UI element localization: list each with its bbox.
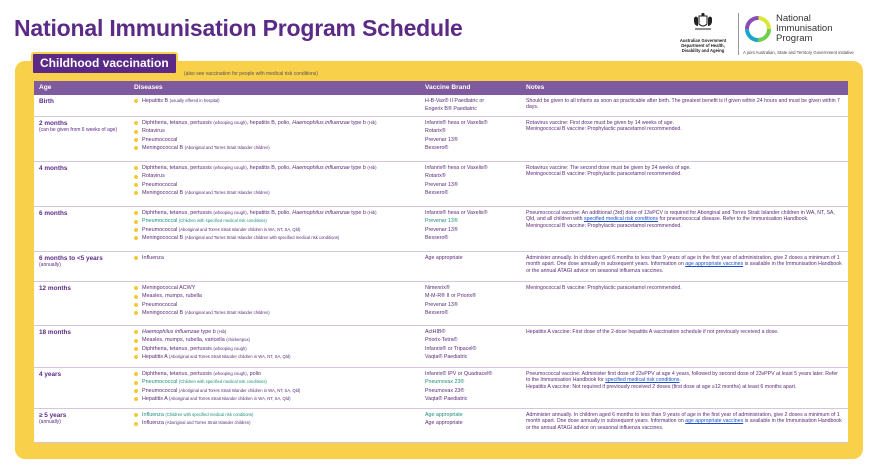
disease-item <box>134 419 424 427</box>
disease-item <box>134 217 424 225</box>
age-subtext: (annually) <box>39 419 61 425</box>
disease-item <box>134 234 424 242</box>
disease-note: (Hib) <box>367 210 377 215</box>
note-link[interactable]: specified medical risk conditions <box>605 377 680 384</box>
note-text: Meningococcal B vaccine: Prophylactic paracetamol recommended. <box>526 222 682 229</box>
disease-text: Pneumococcal <box>142 387 178 394</box>
vaccine-brand: Prevenar 13® <box>425 136 458 143</box>
disease-text: Meningococcal ACWY <box>142 285 196 291</box>
disease-text: Influenza <box>142 412 164 418</box>
disease-text: Pneumococcal <box>142 136 178 143</box>
disease-text: Influenza <box>142 255 164 261</box>
notes-cell <box>526 285 842 291</box>
disease-item <box>134 395 424 403</box>
disease-text: type b <box>349 120 366 126</box>
disease-note: (Hib) <box>367 120 377 125</box>
age-label: 4 months <box>39 165 68 172</box>
disease-note: (Aboriginal and Torres Strait Islander children with specified medical risk conditions) <box>184 234 340 240</box>
age-label: ≥ 5 years <box>39 412 67 419</box>
vaccine-brand: Vaqta® Paediatric <box>425 353 468 360</box>
diseases-cell <box>134 411 424 428</box>
disease-text: Rotavirus <box>142 173 165 180</box>
vaccine-brand: Bexsero® <box>425 309 449 316</box>
note-text: Administer annually. In children aged 6 months to less than 9 years of age in the first year of administration, give 2 doses a minimum of 1 month apart. One dose annually in subsequent years. Information on <box>526 412 840 425</box>
bullet-dot-icon <box>134 422 138 426</box>
note-link[interactable]: age appropriate vaccines <box>685 418 744 425</box>
disease-text: Meningococcal B <box>142 144 184 151</box>
age-label: 6 months <box>39 210 68 217</box>
vaccine-brand: Priorix-Tetra® <box>425 337 458 344</box>
bullet-dot-icon <box>134 413 138 417</box>
note-paragraph <box>526 329 842 335</box>
col-diseases: Diseases <box>134 84 163 91</box>
bullet-dot-icon <box>134 183 138 187</box>
disease-text: Diphtheria, tetanus, pertussis <box>142 345 212 352</box>
disease-item <box>134 189 424 197</box>
dept-line-2: Disability and Ageing <box>681 48 725 53</box>
disease-text: Pneumococcal <box>142 218 178 225</box>
gov-name: Australian Government <box>679 38 727 43</box>
col-notes: Notes <box>526 84 545 91</box>
vaccine-brand: Pneumovax 23® <box>425 387 465 394</box>
disease-text: Hepatitis B <box>142 98 169 104</box>
vaccine-brand: H-B-Vax® II Paediatric or <box>425 98 485 104</box>
notes-cell <box>526 255 842 274</box>
dept-line-1: Department of Health, <box>681 43 725 48</box>
disease-note: (Children with specified medical risk conditions) <box>178 379 267 385</box>
vaccine-brand: Bexsero® <box>425 234 449 241</box>
disease-text: type b <box>349 210 366 216</box>
nip-tagline: A joint Australian, State and Territory Government initiative <box>743 50 854 55</box>
disease-text: , hepatitis B, polio, <box>246 165 291 171</box>
note-link[interactable]: age appropriate vaccines <box>685 261 744 268</box>
nip-wordmark: National Immunisation Program <box>776 13 833 44</box>
disease-item <box>134 411 424 419</box>
bullet-dot-icon <box>134 138 138 142</box>
disease-item <box>134 254 424 262</box>
disease-text: Meningococcal B <box>142 234 184 241</box>
disease-note: (whooping cough) <box>213 165 247 170</box>
note-paragraph <box>526 371 842 384</box>
age-cell <box>39 210 129 217</box>
disease-italic: Haemophilus influenzae <box>292 120 350 126</box>
note-text: Meningococcal B vaccine: Prophylactic paracetamol recommended. <box>526 126 682 133</box>
disease-item <box>134 328 424 336</box>
disease-item <box>134 370 424 378</box>
vaccine-cell <box>425 119 525 152</box>
vaccine-brand: Engerix B® Paediatric <box>425 106 477 113</box>
bullet-dot-icon <box>134 256 138 260</box>
disease-note: (Aboriginal and Torres Strait Islander children in WA, NT, SA, Qld) <box>178 387 301 393</box>
disease-item <box>134 209 424 217</box>
vaccine-brand: Nimenrix® <box>425 285 450 291</box>
note-text: is available in the Immunisation Handbook or the annual ATAGI advice on seasonal influenza vaccines. <box>526 261 842 274</box>
disease-item <box>134 301 424 309</box>
bullet-dot-icon <box>134 146 138 150</box>
diseases-cell <box>134 370 424 403</box>
diseases-cell <box>134 328 424 361</box>
vaccine-cell <box>425 284 525 317</box>
disease-note: (Children with specified medical risk conditions) <box>165 412 254 417</box>
disease-text: , hepatitis B, polio, <box>246 210 291 216</box>
disease-note: (whooping cough) <box>213 120 247 125</box>
vaccine-brand: Rotarix® <box>425 128 446 135</box>
bullet-dot-icon <box>134 311 138 315</box>
notes-cell <box>526 329 842 335</box>
disease-text: Diphtheria, tetanus, pertussis <box>142 165 212 171</box>
disease-note: (Aboriginal and Torres Strait Islander children in WA, NT, SA, Qld) <box>168 353 291 359</box>
note-text: Pneumococcal vaccine: Administer first dose of 23vPPV at age 4 years, followed by second dose of 23vPPV at least 5 years later. Refer to the Immunisation Handbook for <box>526 371 838 384</box>
diseases-cell <box>134 254 424 262</box>
disease-text: type b <box>199 329 216 335</box>
age-cell <box>39 285 129 292</box>
disease-italic: Haemophilus influenzae <box>142 329 200 335</box>
vaccine-brand: Age appropriate <box>425 412 463 418</box>
age-label: 6 months to <5 years <box>39 255 103 262</box>
age-label: 18 months <box>39 329 71 336</box>
age-label: Birth <box>39 98 54 105</box>
vaccine-cell <box>425 164 525 197</box>
page-title: National Immunisation Program Schedule <box>14 15 463 41</box>
age-cell <box>39 165 129 172</box>
schedule-row <box>34 252 848 282</box>
bullet-dot-icon <box>134 381 138 385</box>
bullet-dot-icon <box>134 372 138 376</box>
disease-item <box>134 309 424 317</box>
age-subtext: (annually) <box>39 262 61 268</box>
section-note: (also see vaccination for people with medical risk conditions) <box>184 71 318 77</box>
schedule-row <box>34 282 848 326</box>
bullet-dot-icon <box>134 130 138 134</box>
age-cell <box>39 329 129 336</box>
bullet-dot-icon <box>134 175 138 179</box>
schedule-row <box>34 117 848 162</box>
logo-divider <box>738 13 739 55</box>
note-text: Rotavirus vaccine: The second dose must be given by 24 weeks of age. <box>526 165 691 171</box>
col-vaccine: Vaccine Brand <box>425 84 471 91</box>
bullet-dot-icon <box>134 121 138 125</box>
note-text: Administer annually. In children aged 6 months to less than 9 years of age in the first year of administration, give 2 doses a minimum of 1 month apart. One dose annually in subsequent years. Information on <box>526 255 840 268</box>
diseases-cell <box>134 209 424 242</box>
disease-text: Hepatitis A <box>142 395 168 402</box>
schedule-row <box>34 409 848 443</box>
disease-item <box>134 226 424 234</box>
disease-text: Meningococcal B <box>142 309 184 316</box>
bullet-dot-icon <box>134 355 138 359</box>
schedule-row <box>34 368 848 409</box>
age-cell <box>39 98 129 105</box>
bullet-dot-icon <box>134 295 138 299</box>
bullet-dot-icon <box>134 347 138 351</box>
disease-note: (whooping cough) <box>213 371 247 376</box>
note-paragraph <box>526 412 842 431</box>
vaccine-brand: Vaqta® Paediatric <box>425 395 468 402</box>
nip-ring-icon <box>743 14 773 44</box>
schedule-row <box>34 207 848 252</box>
vaccine-brand: Prevenar 13® <box>425 226 458 233</box>
disease-item <box>134 172 424 180</box>
notes-cell <box>526 210 842 229</box>
note-link[interactable]: specified medical risk conditions <box>583 216 659 223</box>
disease-item <box>134 119 424 127</box>
age-cell <box>39 255 129 269</box>
bullet-dot-icon <box>134 397 138 401</box>
disease-note: (Hib) <box>217 329 227 334</box>
disease-text: Measles, mumps, rubella <box>142 293 202 300</box>
vaccine-brand: Age appropriate <box>425 255 463 261</box>
table-header <box>34 81 848 95</box>
vaccine-cell <box>425 97 525 114</box>
disease-note: (whooping cough) <box>213 345 247 351</box>
nip-logo <box>741 12 881 58</box>
disease-note: (Aboriginal and Torres Strait Islander children) <box>184 144 270 150</box>
vaccine-cell <box>425 209 525 242</box>
disease-text: , polio <box>246 371 262 377</box>
bullet-dot-icon <box>134 389 138 393</box>
disease-note: (Aboriginal and Torres Strait Islander children) <box>184 309 270 315</box>
note-paragraph <box>526 126 842 132</box>
australian-government-logo <box>672 12 734 58</box>
vaccine-cell <box>425 370 525 403</box>
note-text: is available in the Immunisation Handbook or the annual ATAGI advice on seasonal influenza vaccines. <box>526 418 842 431</box>
disease-item <box>134 353 424 361</box>
disease-text: Rotavirus <box>142 128 165 135</box>
note-text: Hepatitis A vaccine: Not required if previously received 2 doses (first dose at age ≥12 months) at least 6 months apart. <box>526 383 797 390</box>
vaccine-brand: ActHIB® <box>425 329 446 335</box>
disease-text: Measles, mumps, rubella, varicella <box>142 337 225 344</box>
disease-note: (chickenpox) <box>226 337 250 343</box>
age-label: 12 months <box>39 285 71 292</box>
disease-item <box>134 345 424 353</box>
vaccine-brand: Bexsero® <box>425 189 449 196</box>
disease-text: Pneumococcal <box>142 379 178 386</box>
note-paragraph <box>526 171 842 177</box>
note-text: . <box>679 377 681 384</box>
note-text: for pneumococcal disease. Refer to the Immunisation Handbook. <box>658 216 809 223</box>
note-paragraph <box>526 210 842 223</box>
note-text: Hepatitis A vaccine: First dose of the 2-dose hepatitis A vaccination schedule if not previously received a dose. <box>526 329 779 335</box>
age-label: 2 months <box>39 120 68 127</box>
vaccine-brand: Age appropriate <box>425 420 463 427</box>
disease-note: (Aboriginal and Torres Strait Islander children in WA, NT, SA, Qld) <box>168 395 291 401</box>
disease-item <box>134 181 424 189</box>
disease-note: (Hib) <box>367 165 377 170</box>
vaccine-cell <box>425 328 525 361</box>
note-paragraph <box>526 98 842 111</box>
note-text: Pneumococcal vaccine: An additional (3rd) dose of 13vPCV is required for Aboriginal and Torres Strait Islander children in WA, NT, SA, Qld, and all children with <box>526 210 835 223</box>
disease-text: Pneumococcal <box>142 181 178 188</box>
note-paragraph <box>526 255 842 274</box>
diseases-cell <box>134 119 424 152</box>
vaccine-cell <box>425 411 525 428</box>
disease-text: Pneumococcal <box>142 226 178 233</box>
vaccine-brand: Prevenar 13® <box>425 181 458 188</box>
vaccine-brand: Infanrix® hexa or Vaxelis® <box>425 120 488 126</box>
section-title: Childhood vaccination <box>31 52 178 75</box>
disease-note: (Aboriginal and Torres Strait Islander children) <box>165 420 251 426</box>
disease-item <box>134 336 424 344</box>
disease-item <box>134 144 424 152</box>
note-text: Should be given to all infants as soon as practicable after birth. The greatest benefit is if given within 24 hours and must be given within 7 days. <box>526 98 840 111</box>
disease-note: (Aboriginal and Torres Strait Islander children) <box>184 189 270 195</box>
notes-cell <box>526 98 842 111</box>
bullet-dot-icon <box>134 99 138 103</box>
vaccine-brand: Infanrix® or Tripacel® <box>425 345 477 352</box>
disease-italic: Haemophilus influenzae <box>292 165 350 171</box>
schedule-row <box>34 326 848 368</box>
note-text: Meningococcal B vaccine: Prophylactic paracetamol recommended. <box>526 171 682 178</box>
notes-cell <box>526 412 842 431</box>
bullet-dot-icon <box>134 166 138 170</box>
vaccine-brand: Infanrix® hexa or Vaxelis® <box>425 165 488 171</box>
bullet-dot-icon <box>134 211 138 215</box>
notes-cell <box>526 165 842 178</box>
notes-cell <box>526 120 842 133</box>
disease-item <box>134 284 424 292</box>
note-text: Rotavirus vaccine: First dose must be given by 14 weeks of age. <box>526 120 674 126</box>
bullet-dot-icon <box>134 236 138 240</box>
diseases-cell <box>134 164 424 197</box>
note-paragraph <box>526 285 842 291</box>
age-cell <box>39 412 129 426</box>
vaccine-cell <box>425 254 525 262</box>
disease-text: type b <box>349 165 366 171</box>
disease-item <box>134 378 424 386</box>
disease-text: Influenza <box>142 420 164 427</box>
schedule-row <box>34 95 848 117</box>
disease-italic: Haemophilus influenzae <box>292 210 350 216</box>
col-age: Age <box>39 84 52 91</box>
disease-item <box>134 127 424 135</box>
disease-note: (Aboriginal and Torres Strait Islander children in WA, NT, SA, Qld) <box>178 226 301 232</box>
notes-cell <box>526 371 842 390</box>
bullet-dot-icon <box>134 220 138 224</box>
disease-text: Diphtheria, tetanus, pertussis <box>142 120 212 126</box>
bullet-dot-icon <box>134 303 138 307</box>
schedule-row <box>34 162 848 207</box>
vaccine-brand: Bexsero® <box>425 144 449 151</box>
disease-item <box>134 164 424 172</box>
disease-item <box>134 387 424 395</box>
disease-item <box>134 136 424 144</box>
vaccine-brand: Pneumovax 23® <box>425 379 465 386</box>
coat-of-arms-icon <box>691 12 715 32</box>
note-paragraph <box>526 384 842 390</box>
disease-text: Pneumococcal <box>142 301 178 308</box>
bullet-dot-icon <box>134 286 138 290</box>
age-cell <box>39 120 129 134</box>
age-cell <box>39 371 129 378</box>
note-paragraph <box>526 223 842 229</box>
note-text: Meningococcal B vaccine: Prophylactic paracetamol recommended. <box>526 285 682 291</box>
vaccine-brand: Prevenar 13® <box>425 218 458 225</box>
disease-note: (usually offered in hospital) <box>169 98 220 103</box>
disease-text: Diphtheria, tetanus, pertussis <box>142 210 212 216</box>
vaccine-brand: Infanrix® hexa or Vaxelis® <box>425 210 488 216</box>
bullet-dot-icon <box>134 191 138 195</box>
vaccine-brand: Infanrix® IPV or Quadracel® <box>425 371 493 377</box>
bullet-dot-icon <box>134 339 138 343</box>
disease-text: Diphtheria, tetanus, pertussis <box>142 371 212 377</box>
bullet-dot-icon <box>134 330 138 334</box>
disease-note: (Children with specified medical risk conditions) <box>178 218 267 224</box>
diseases-cell <box>134 284 424 317</box>
disease-note: (whooping cough) <box>213 210 247 215</box>
disease-text: , hepatitis B, polio, <box>246 120 291 126</box>
disease-item <box>134 97 424 105</box>
disease-item <box>134 292 424 300</box>
vaccine-brand: Rotarix® <box>425 173 446 180</box>
vaccine-brand: M-M-R® II or Priorix® <box>425 293 477 300</box>
vaccine-brand: Prevenar 13® <box>425 301 458 308</box>
bullet-dot-icon <box>134 228 138 232</box>
age-label: 4 years <box>39 371 62 378</box>
disease-text: Hepatitis A <box>142 353 168 360</box>
age-subtext: (can be given from 6 weeks of age) <box>39 127 118 133</box>
disease-text: Meningococcal B <box>142 189 184 196</box>
diseases-cell <box>134 97 424 105</box>
